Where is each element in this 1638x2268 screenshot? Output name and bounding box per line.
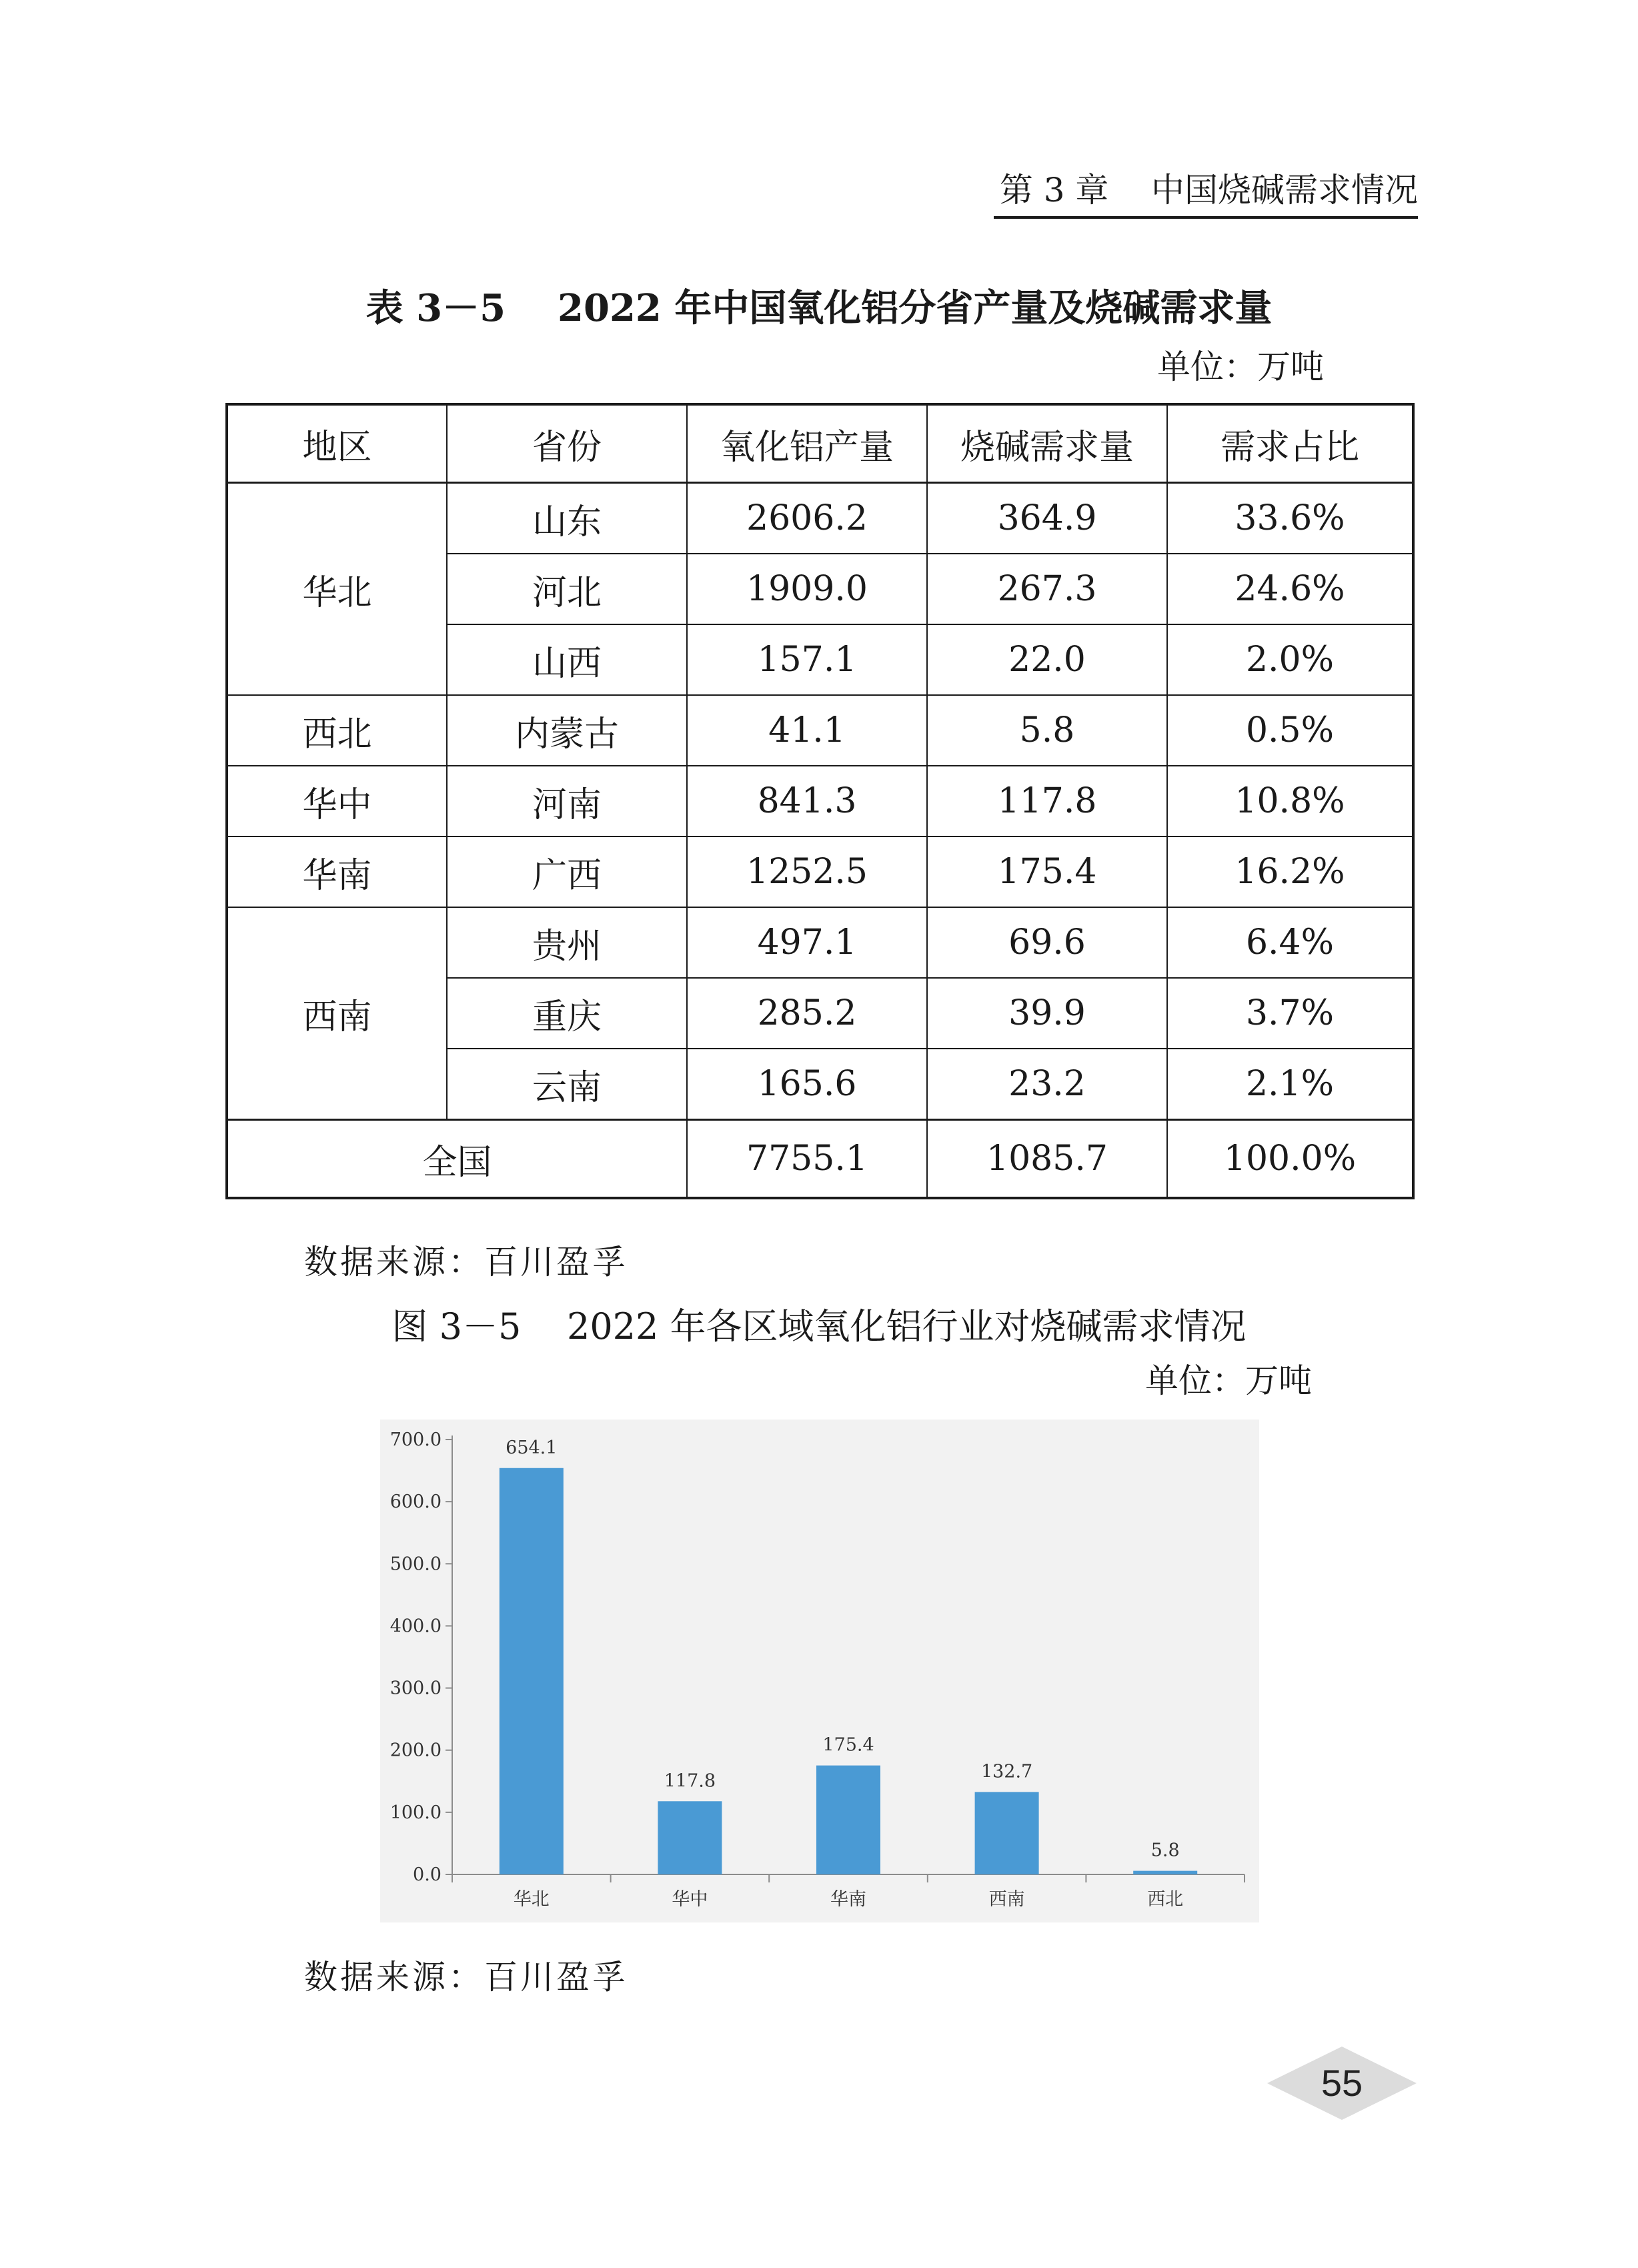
production-cell: 165.6 [687,1049,927,1120]
y-tick-label: 600.0 [389,1492,442,1513]
chart-svg [380,1420,1259,1922]
x-tick-label: 华南 [830,1889,866,1910]
y-tick-label: 0.0 [413,1864,442,1885]
total-demand-cell: 1085.7 [927,1120,1167,1199]
province-cell: 广西 [447,836,687,907]
region-cell: 华北 [227,483,447,696]
share-cell: 3.7% [1167,978,1413,1049]
x-tick-label: 西北 [1147,1889,1184,1910]
demand-cell: 23.2 [927,1049,1167,1120]
header-region: 地区 [227,404,447,483]
demand-cell: 117.8 [927,766,1167,836]
header-share: 需求占比 [1167,404,1413,483]
bar-value-label: 117.8 [664,1770,716,1792]
figure-source-note: 数据来源：百川盈孚 [304,1958,628,1997]
share-cell: 2.1% [1167,1049,1413,1120]
table-row [227,695,1413,766]
x-tick-label: 西南 [988,1889,1025,1910]
share-cell: 2.0% [1167,624,1413,695]
production-cell: 1909.0 [687,554,927,624]
production-cell: 41.1 [687,695,927,766]
province-cell: 内蒙古 [447,695,687,766]
table-total-row [227,1120,1413,1199]
share-cell: 33.6% [1167,483,1413,554]
province-cell: 贵州 [447,907,687,978]
province-cell: 重庆 [447,978,687,1049]
y-tick-label: 200.0 [389,1740,442,1761]
table-row [227,836,1413,907]
bar [975,1792,1039,1874]
demand-cell: 39.9 [927,978,1167,1049]
production-cell: 841.3 [687,766,927,836]
region-cell: 华南 [227,836,447,907]
region-cell: 西南 [227,907,447,1120]
production-cell: 285.2 [687,978,927,1049]
province-cell: 山西 [447,624,687,695]
table-row [227,907,1413,978]
province-cell: 河南 [447,766,687,836]
demand-cell: 22.0 [927,624,1167,695]
bar [500,1468,564,1874]
demand-cell: 364.9 [927,483,1167,554]
demand-cell: 267.3 [927,554,1167,624]
running-header: 第 3 章 中国烧碱需求情况 [994,168,1418,219]
table-header-row [227,404,1413,483]
header-province: 省份 [447,404,687,483]
province-cell: 河北 [447,554,687,624]
bar [816,1766,880,1874]
production-cell: 157.1 [687,624,927,695]
x-tick-label: 华北 [513,1889,550,1910]
demand-cell: 69.6 [927,907,1167,978]
table-unit-label: 单位：万吨 [1157,348,1324,386]
share-cell: 6.4% [1167,907,1413,978]
bar [1133,1871,1197,1874]
share-cell: 0.5% [1167,695,1413,766]
share-cell: 24.6% [1167,554,1413,624]
y-tick-label: 100.0 [389,1802,442,1823]
y-tick-label: 700.0 [389,1430,442,1450]
y-tick-label: 500.0 [389,1554,442,1575]
figure-unit-label: 单位：万吨 [1145,1361,1312,1400]
bar [658,1801,722,1874]
bar-value-label: 654.1 [506,1437,558,1458]
production-cell: 2606.2 [687,483,927,554]
demand-cell: 5.8 [927,695,1167,766]
total-label-cell: 全国 [227,1120,687,1199]
bar-value-label: 5.8 [1150,1840,1180,1861]
province-cell: 山东 [447,483,687,554]
table-row [227,766,1413,836]
x-tick-label: 华中 [672,1889,708,1910]
share-cell: 16.2% [1167,836,1413,907]
header-demand: 烧碱需求量 [927,404,1167,483]
total-share-cell: 100.0% [1167,1120,1413,1199]
region-cell: 华中 [227,766,447,836]
total-production-cell: 7755.1 [687,1120,927,1199]
table-title: 表 3－5 2022 年中国氧化铝分省产量及烧碱需求量 [365,286,1273,330]
figure-title: 图 3－5 2022 年各区域氧化铝行业对烧碱需求情况 [391,1305,1247,1347]
table-row [227,483,1413,554]
province-cell: 云南 [447,1049,687,1120]
alumina-caustic-soda-table [225,403,1415,1199]
bar-value-label: 175.4 [822,1734,874,1756]
table-source-note: 数据来源：百川盈孚 [304,1243,628,1281]
share-cell: 10.8% [1167,766,1413,836]
bar-value-label: 132.7 [980,1761,1033,1782]
production-cell: 497.1 [687,907,927,978]
regional-demand-bar-chart [380,1420,1259,1922]
demand-cell: 175.4 [927,836,1167,907]
chart-bars [500,1468,1197,1874]
production-cell: 1252.5 [687,836,927,907]
y-tick-label: 300.0 [389,1678,442,1699]
y-tick-label: 400.0 [389,1616,442,1637]
region-cell: 西北 [227,695,447,766]
header-production: 氧化铝产量 [687,404,927,483]
page-number: 55 [1321,2062,1363,2104]
